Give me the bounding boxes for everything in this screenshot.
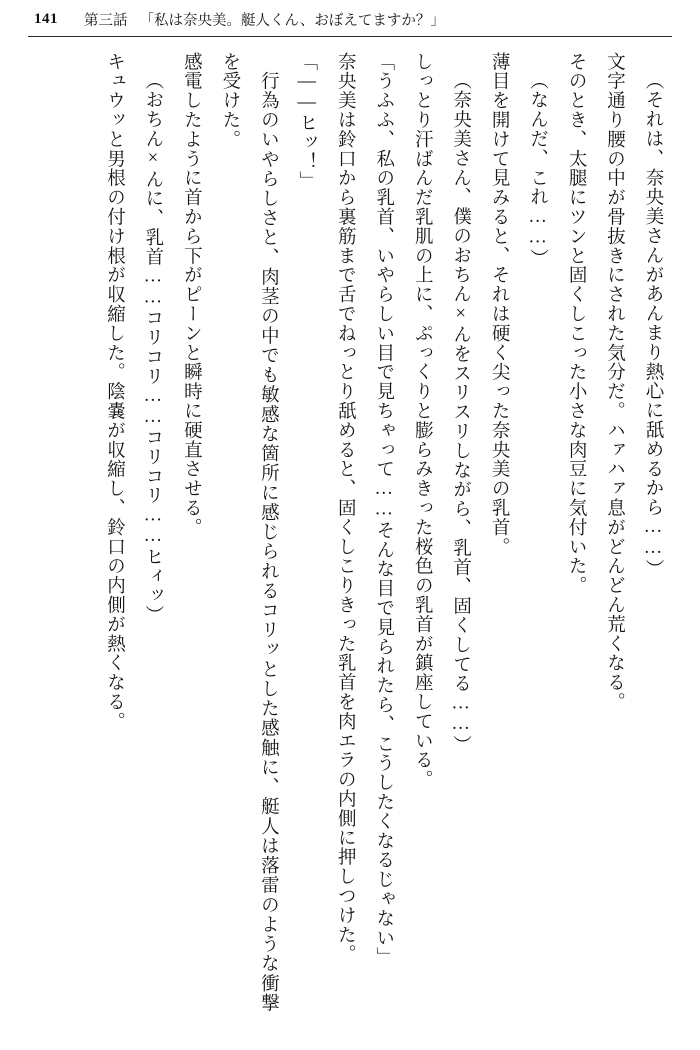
paragraph: 文字通り腰の中が骨抜きにされた気分だ。ハァハァ息がどんどん荒くなる。 bbox=[604, 52, 625, 712]
chapter-title: 「私は奈央美。艇人くん、おぼえてますか？」 bbox=[139, 12, 445, 29]
paragraph: キュウッと男根の付け根が収縮した。陰嚢が収縮し、鈴口の内側が熱くなる。 bbox=[104, 52, 125, 731]
paragraph: 奈央美は鈴口から裏筋まで舌でねっとり舐めると、固くしこりきった乳首を肉エラの内側に押しつけた。 bbox=[335, 52, 356, 964]
paragraph: 行為のいやらしさと、肉茎の中でも敏感な箇所に感じられるコリッとした感触に、艇人は落雷のような衝撃を受けた。 bbox=[219, 52, 279, 1012]
page-number: 141 bbox=[34, 10, 58, 27]
paragraph: （それは、奈央美さんがあんまり熱心に舐めるから……） bbox=[643, 70, 663, 578]
paragraph: 「——ヒッ！」 bbox=[296, 52, 317, 191]
chapter-label: 第三話 bbox=[84, 12, 128, 29]
paragraph: （奈央美さん、僕のおちん×んをスリスリしながら、乳首、固くしてる……） bbox=[450, 70, 471, 754]
paragraph: （おちん×んに、乳首……コリコリ……コリコリ……ヒィッ） bbox=[142, 70, 163, 625]
page-header bbox=[0, 0, 700, 38]
paragraph: しっとり汗ばんだ乳肌の上に、ぷっくりと膨らみきった桜色の乳首が鎮座している。 bbox=[412, 52, 433, 790]
paragraph: そのとき、太腿にツンと固くしこった小さな肉豆に気付いた。 bbox=[566, 52, 587, 596]
paragraph: （なんだ、これ……） bbox=[527, 70, 548, 268]
vertical-text-block bbox=[28, 52, 672, 1012]
page-body bbox=[28, 52, 672, 1016]
paragraph: 感電したように首から下がピーンと瞬時に硬直させる。 bbox=[181, 52, 202, 537]
header-divider bbox=[28, 36, 672, 37]
paragraph: 「うふふ、私の乳首、いやらしい目で見ちゃって……そんな目で見られたら、こうしたくなるじゃない」 bbox=[373, 52, 394, 967]
paragraph: 薄目を開けて見みると、それは硬く尖った奈央美の乳首。 bbox=[489, 52, 510, 557]
